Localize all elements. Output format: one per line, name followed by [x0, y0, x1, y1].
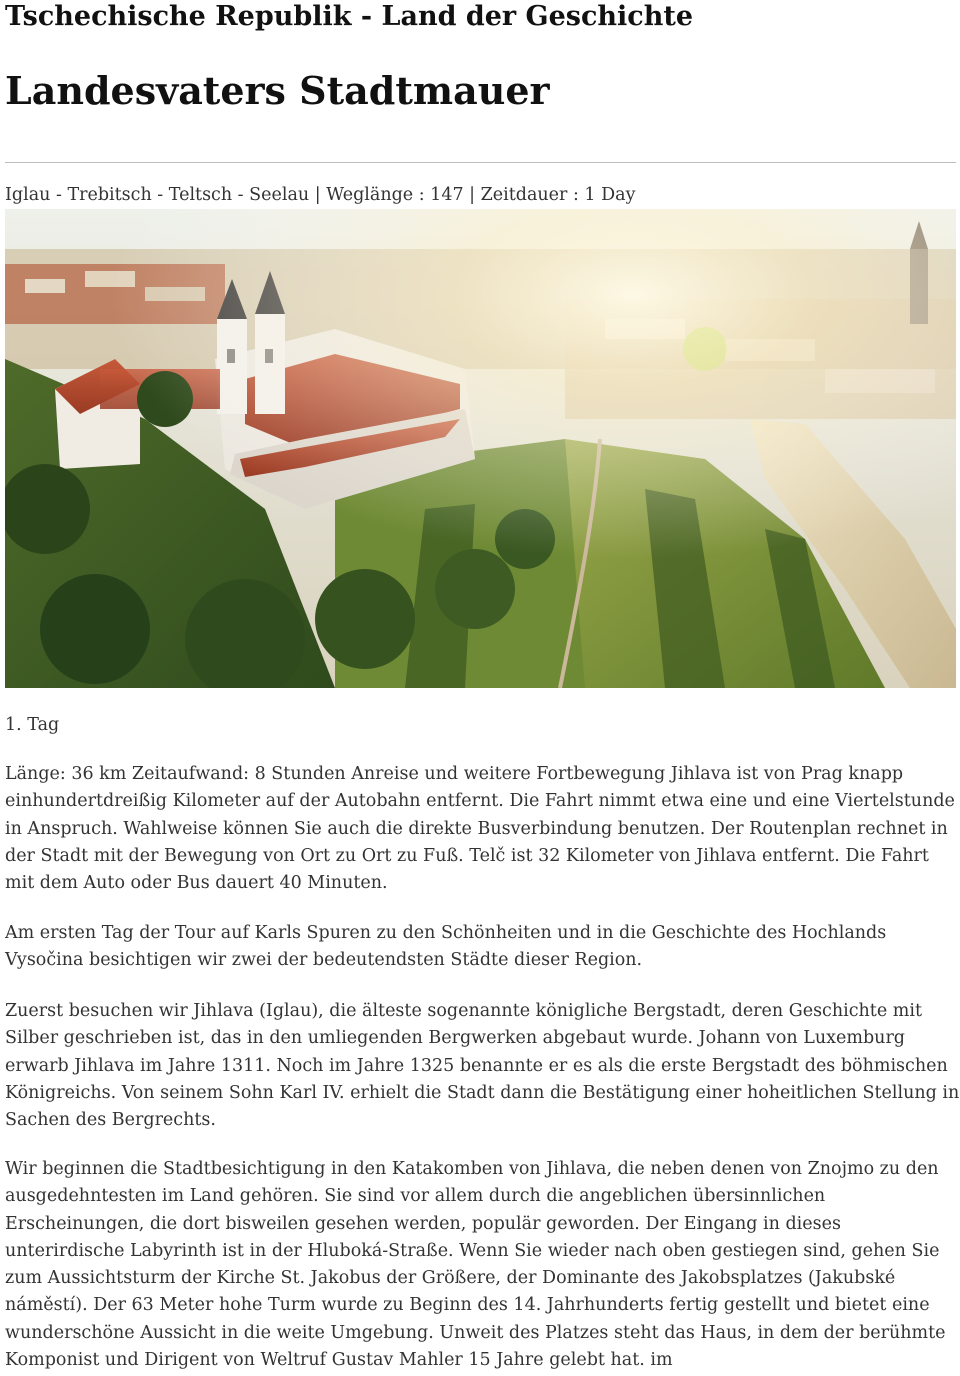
paragraph-intro: Am ersten Tag der Tour auf Karls Spuren zu den Schönheiten und in die Geschichte des Hochlands Vysočina besichtigen wir zwei der bedeutendsten Städte dieser Region.	[5, 923, 887, 971]
paragraph-jihlava-history: Zuerst besuchen wir Jihlava (Iglau), die älteste sogenannte königliche Bergstadt, deren Geschichte mit Silber geschrieben ist, das in den umliegenden Bergwerken abgebaut wurde. Johann von Luxemburg erwarb Jihlava im Jahre 1311. Noch im Jahre 1325 benannte er es als die erste Bergstadt des böhmischen Königreichs. Von seinem Sohn Karl IV. erhielt die Stadt dann die Bestätigung einer hoheitlichen Stellung in Sachen des Bergrechts.	[5, 1001, 960, 1131]
route-meta: Iglau - Trebitsch - Teltsch - Seelau | Weglänge : 147 | Zeitdauer : 1 Day	[5, 185, 636, 205]
paragraph-travel-info: Länge: 36 km Zeitaufwand: 8 Stunden Anreise und weitere Fortbewegung Jihlava ist von Prag knapp einhundertdreißig Kilometer auf der Autobahn entfernt. Die Fahrt nimmt etwa eine und eine Viertelstunde in Anspruch. Wahlweise können Sie auch die direkte Busverbindung benutzen. Der Routenplan rechnet in der Stadt mit der Bewegung von Ort zu Ort zu Fuß. Telč ist 32 Kilometer von Jihlava entfernt. Die Fahrt mit dem Auto oder Bus dauert 40 Minuten.	[5, 764, 955, 894]
title-divider	[5, 162, 956, 163]
paragraph-city-tour: Wir beginnen die Stadtbesichtigung in den Katakomben von Jihlava, die neben denen von Znojmo zu den ausgedehntesten im Land gehören. Sie sind vor allem durch die angeblichen übersinnlichen Erscheinungen, die dort bisweilen gesehen werden, populär geworden. Der Eingang in dieses unterirdische Labyrinth ist in der Hluboká-Straße. Wenn Sie wieder nach oben gestiegen sind, gehen Sie zum Aussichtsturm der Kirche St. Jakobus der Größere, der Dominante des Jakobsplatzes (Jakubské náměstí). Der 63 Meter hohe Turm wurde zu Beginn des 14. Jahrhunderts fertig gestellt und bietet eine wunderschöne Aussicht in die weite Umgebung. Unweit des Platzes steht das Haus, in dem der berühmte Komponist und Dirigent von Weltruf Gustav Mahler 15 Jahre gelebt hat. im	[5, 1159, 946, 1371]
article-title: Landesvaters Stadtmauer	[5, 68, 550, 113]
day-label: 1. Tag	[5, 715, 60, 735]
hero-photo	[5, 209, 956, 688]
site-title: Tschechische Republik - Land der Geschichte	[5, 1, 694, 32]
